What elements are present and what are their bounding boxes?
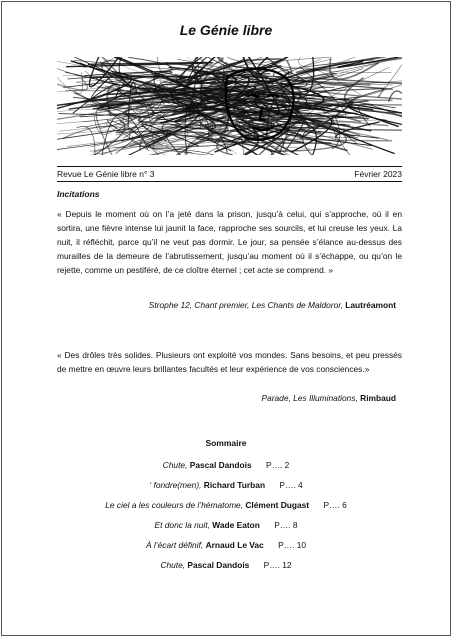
toc-item-page: P…. 6 — [323, 500, 347, 510]
issue-number: Revue Le Génie libre n° 3 — [57, 169, 155, 179]
toc-item — [2, 540, 450, 550]
toc-item — [2, 480, 450, 490]
toc-item — [2, 460, 450, 470]
toc-item-author: Wade Eaton — [212, 520, 260, 530]
quote-rimbaud: « Des drôles très solides. Plusieurs ont exploité vos mondes. Sans besoins, et peu pressés de mettre en œuvre leurs brillantes facultés et leur expérience de vos consciences.» — [57, 350, 402, 374]
quote-source-lautreamont — [149, 300, 396, 310]
toc-item-title: Et donc la nuit, — [154, 520, 210, 530]
toc-item-title: ‘ fondre(men), — [149, 480, 202, 490]
page-title: Le Génie libre — [179, 22, 273, 38]
source-author: Rimbaud — [360, 393, 396, 403]
toc-item-page: P…. 12 — [263, 560, 292, 570]
quote-source-rimbaud — [261, 393, 396, 403]
toc-item — [2, 500, 450, 510]
source-work: Strophe 12, Chant premier, Les Chants de Maldoror, — [148, 300, 343, 310]
toc-item-author: Pascal Dandois — [187, 560, 250, 570]
toc-item-author: Richard Turban — [203, 480, 266, 490]
section-heading-incitations: Incitations — [57, 189, 100, 199]
ink-drawing-image — [57, 57, 402, 155]
toc-item-title: Chute, — [160, 560, 186, 570]
toc-item-page: P…. 10 — [278, 540, 307, 550]
issue-info-bar — [57, 166, 402, 182]
toc-item-page: P…. 2 — [265, 460, 290, 470]
toc-item-title: Chute, — [162, 460, 188, 470]
quote-lautreamont: « Depuis le moment où on l’a jeté dans la prison, jusqu’à celui, qui s’approche, où il en sortira, une fièvre intense lui jaunit la face, rapproche ses sourcils, et lui creuse les yeux. La nuit, il réfléchit, parce qu’il ne veut pas dormir. Le jour, sa pensée s’élance au-dessus des murailles de la demeure de l’abrutissement, jusqu’au moment où il s’échappe, ou qu’on le rejette, comme un pestiféré, de ce cloître éternel ; cet acte se comprend. » — [57, 209, 402, 275]
source-author: Lautréamont — [345, 300, 396, 310]
toc-item-author: Arnaud Le Vac — [205, 540, 264, 550]
toc-item-author: Pascal Dandois — [189, 460, 252, 470]
toc-item-author: Clément Dugast — [245, 500, 310, 510]
toc-item-page: P…. 4 — [279, 480, 303, 490]
toc-item-title: À l’écart définif, — [145, 540, 204, 550]
toc-item-title: Le ciel a les couleurs de l’hématome, — [105, 500, 244, 510]
sommaire-heading: Sommaire — [205, 438, 247, 448]
issue-date: Février 2023 — [354, 169, 402, 179]
banner-illustration — [57, 57, 402, 155]
toc-item — [2, 560, 450, 570]
document-page — [1, 1, 451, 636]
source-work: Parade, Les Illuminations, — [261, 393, 358, 403]
toc-item-page: P…. 8 — [274, 520, 298, 530]
toc-item — [2, 520, 450, 530]
